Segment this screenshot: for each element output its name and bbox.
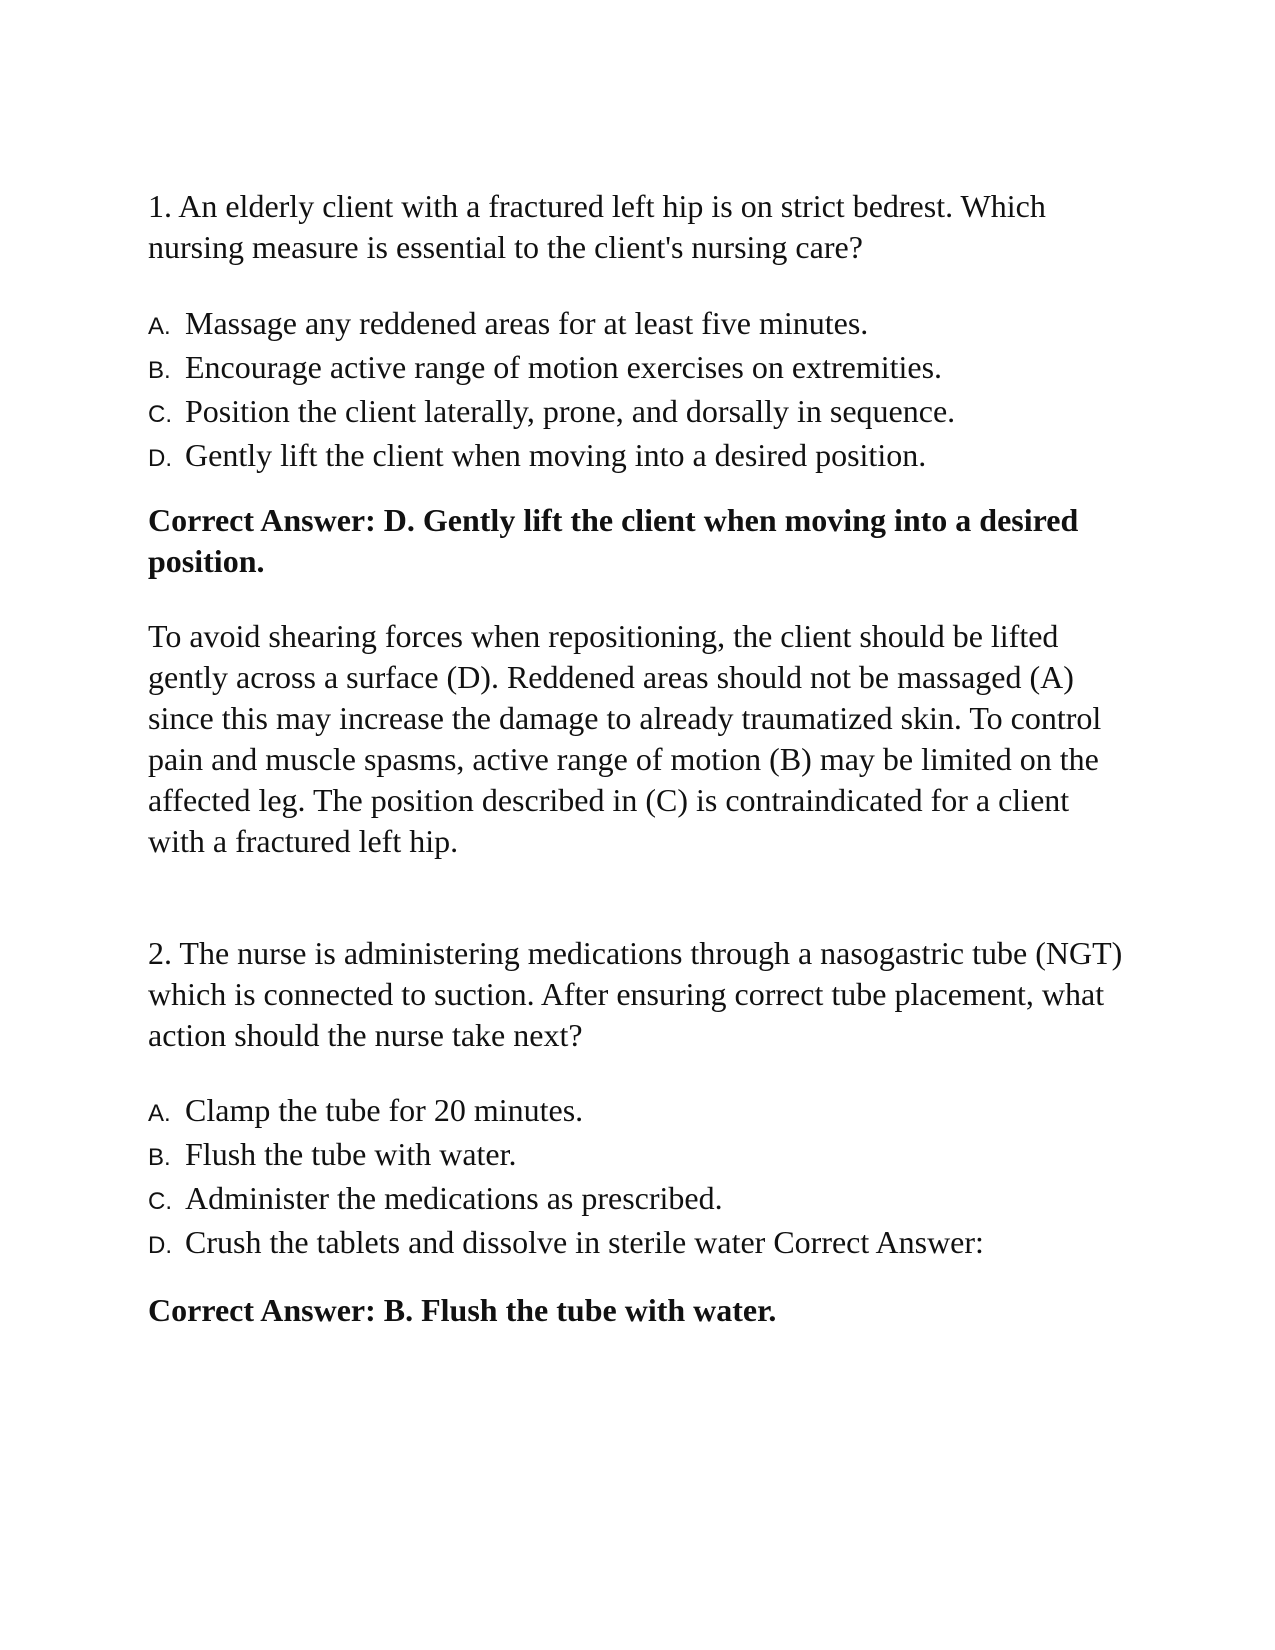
option-text: Administer the medications as prescribed. [185, 1180, 723, 1216]
option-letter: A. [148, 1100, 171, 1127]
option-letter: B. [148, 357, 171, 384]
question-1-option-b [148, 347, 1128, 391]
question-2-option-a [148, 1090, 1128, 1134]
option-letter: A. [148, 313, 171, 340]
option-text: Gently lift the client when moving into a desired position. [185, 437, 927, 473]
option-letter: D. [148, 445, 172, 472]
option-letter: C. [148, 401, 172, 428]
question-1-option-c [148, 391, 1128, 435]
option-text: Clamp the tube for 20 minutes. [185, 1092, 584, 1128]
option-letter: C. [148, 1188, 172, 1215]
option-text: Flush the tube with water. [185, 1136, 517, 1172]
question-2-option-b [148, 1134, 1128, 1178]
question-1-correct-answer: Correct Answer: D. Gently lift the client when moving into a desired position. [148, 502, 1079, 579]
question-2-correct-answer: Correct Answer: B. Flush the tube with water. [148, 1292, 777, 1328]
option-text: Position the client laterally, prone, and dorsally in sequence. [185, 393, 956, 429]
option-letter: B. [148, 1144, 171, 1171]
question-1-stem: 1. An elderly client with a fractured left hip is on strict bedrest. Which nursing measure is essential to the client's nursing care? [148, 188, 1046, 265]
question-1-explanation: To avoid shearing forces when repositioning, the client should be lifted gently across a surface (D). Reddened areas should not be massaged (A) since this may increase the damage to already traumatized skin. To control pain and muscle spasms, active range of motion (B) may be limited on the affected leg. The position described in (C) is contraindicated for a client with a fractured left hip. [148, 618, 1102, 859]
question-1-options [148, 303, 1128, 479]
option-text: Encourage active range of motion exercises on extremities. [185, 349, 943, 385]
option-text: Crush the tablets and dissolve in sterile water Correct Answer: [185, 1224, 984, 1260]
question-2-stem: 2. The nurse is administering medications through a nasogastric tube (NGT) which is connected to suction. After ensuring correct tube placement, what action should the nurse take next? [148, 935, 1123, 1053]
question-1-option-a [148, 303, 1128, 347]
question-1-option-d [148, 435, 1128, 479]
option-text: Massage any reddened areas for at least five minutes. [185, 305, 869, 341]
question-2-option-c [148, 1178, 1128, 1222]
question-2-options [148, 1090, 1128, 1266]
option-letter: D. [148, 1232, 172, 1259]
question-2-option-d [148, 1222, 1128, 1266]
